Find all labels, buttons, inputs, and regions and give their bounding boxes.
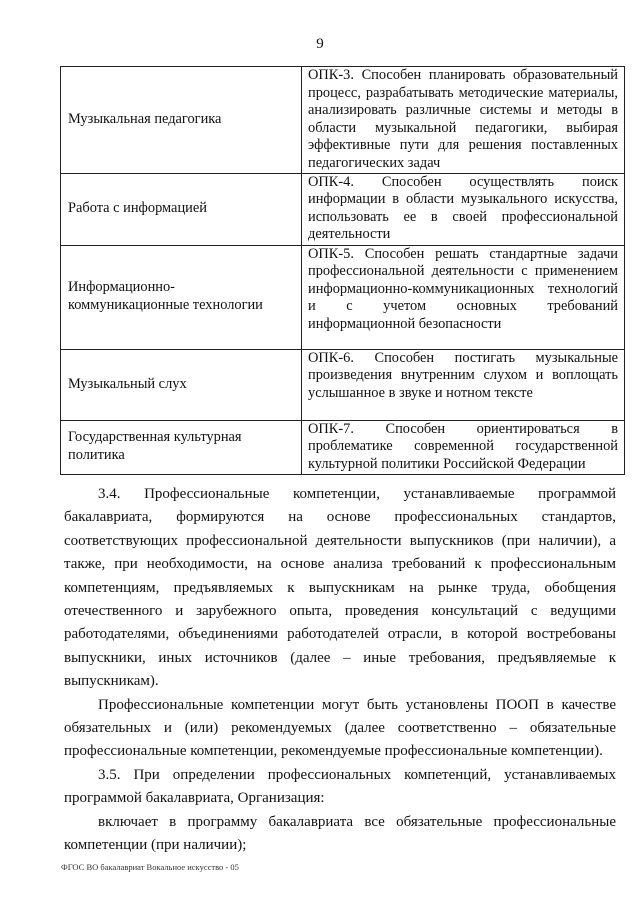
table-row	[61, 420, 625, 474]
table-row	[61, 349, 625, 420]
competency-description: ОПК-5. Способен решать стандартные задачи профессиональной деятельности с применением информационно-коммуникационных технологий и с учетом основных требований информационной безопасности	[302, 245, 625, 349]
paragraph: 3.4. Профессиональные компетенции, устанавливаемые программой бакалавриата, формируются на основе профессиональных стандартов, соответствующих профессиональной деятельности выпускников (при наличии), а также, при необходимости, на основе анализа требований к профессиональным компетенциям, предъявляемых к выпускникам на рынке труда, обобщения отечественного и зарубежного опыта, проведения консультаций с ведущими работодателями, объединениями работодателей отрасли, в которой востребованы выпускники, иных источников (далее – иные требования, предъявляемые к выпускникам).	[64, 486, 616, 690]
competency-description: ОПК-4. Способен осуществлять поиск информации в области музыкального искусства, использовать ее в своей профессиональной деятельности	[302, 173, 625, 245]
page-number: 9	[316, 36, 324, 52]
competency-category: Государственная культурная политика	[61, 420, 302, 474]
paragraph: 3.5. При определении профессиональных компетенций, устанавливаемых программой бакалавриата, Организация:	[64, 766, 616, 807]
body-text	[64, 483, 616, 858]
paragraph: включает в программу бакалавриата все обязательные профессиональные компетенции (при наличии);	[64, 813, 616, 854]
table-row	[61, 173, 625, 245]
competency-category: Информационно-коммуникационные технологии	[61, 245, 302, 349]
competency-category: Работа с информацией	[61, 173, 302, 245]
competency-description: ОПК-3. Способен планировать образовательный процесс, разрабатывать методические материалы, анализировать различные системы и методы в области музыкальной педагогики, выбирая эффективные пути для решения поставленных педагогических задач	[302, 67, 625, 174]
table-row	[61, 245, 625, 349]
document-footer: ФГОС ВО бакалавриат Вокальное искусство - 05	[61, 862, 239, 872]
table-row	[61, 67, 625, 174]
paragraph: Профессиональные компетенции могут быть установлены ПООП в качестве обязательных и (или) рекомендуемых (далее соответственно – обязательные профессиональные компетенции, рекомендуемые профессиональные компетенции).	[64, 696, 616, 760]
competency-description: ОПК-6. Способен постигать музыкальные произведения внутренним слухом и воплощать услышанное в звуке и нотном тексте	[302, 349, 625, 420]
competency-table	[60, 66, 625, 475]
competency-description: ОПК-7. Способен ориентироваться в проблематике современной государственной культурной политики Российской Федерации	[302, 420, 625, 474]
competency-category: Музыкальный слух	[61, 349, 302, 420]
competency-category: Музыкальная педагогика	[61, 67, 302, 174]
